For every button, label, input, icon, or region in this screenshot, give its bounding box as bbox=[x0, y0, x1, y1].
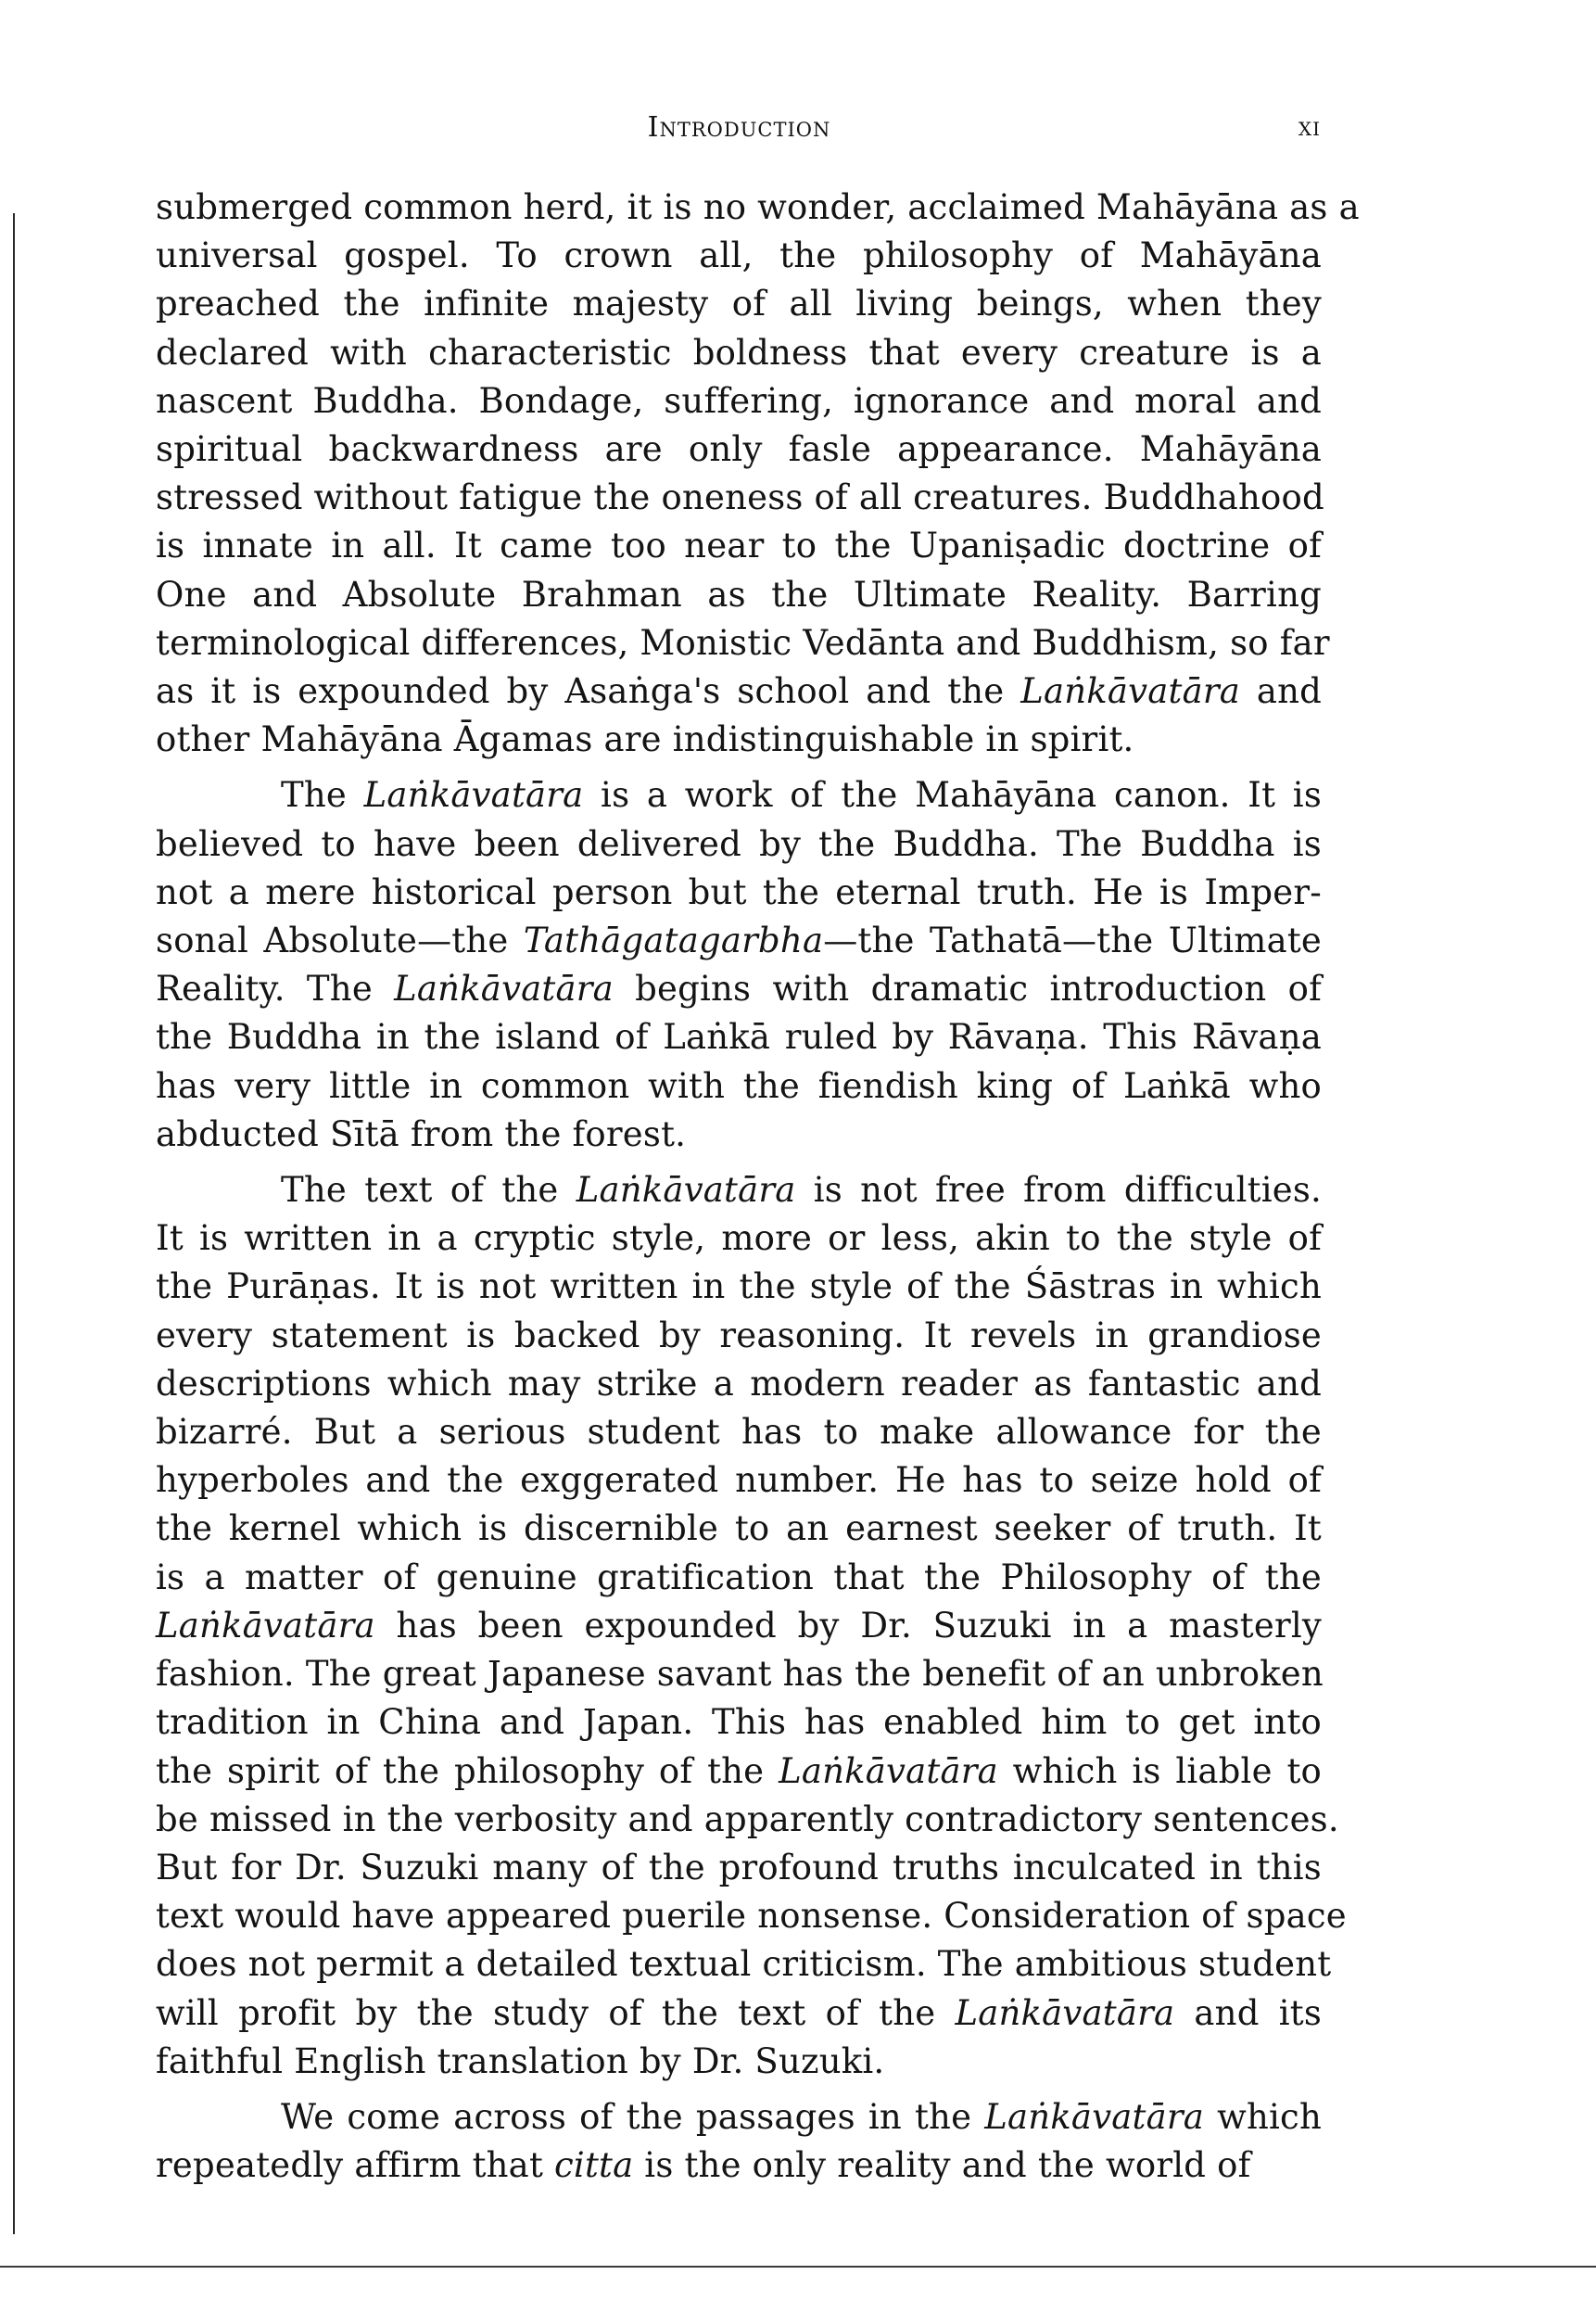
body-text bbox=[156, 184, 1360, 2197]
text-segment: which is liable to bbox=[997, 1750, 1322, 1791]
running-title: Introduction bbox=[647, 111, 831, 144]
text-segment: The bbox=[281, 775, 364, 816]
text-line bbox=[156, 2141, 1322, 2190]
text-segment: has been expounded by Dr. Suzuki in a masterly bbox=[374, 1605, 1322, 1646]
text-line: does not permit a detailed textual criticism. The ambitious student bbox=[156, 1944, 1332, 1985]
text-line: the Buddha in the island of Laṅkā ruled by Rāvaṇa. This Rāvaṇa bbox=[156, 1017, 1322, 1058]
italic-term: Tathāgatagarbha bbox=[523, 921, 824, 961]
text-segment: as it is expounded by Asaṅga's school and the bbox=[156, 671, 1021, 712]
text-line: declared with characteristic boldness that every creature is a bbox=[156, 332, 1322, 373]
text-line bbox=[156, 1747, 1322, 1796]
italic-term: Laṅkāvatāra bbox=[394, 969, 614, 1010]
text-line bbox=[156, 917, 1322, 965]
text-line bbox=[156, 667, 1322, 716]
text-line: is innate in all. It came too near to the Upaniṣadic doctrine of bbox=[156, 526, 1322, 566]
text-line: has very little in common with the fiendish king of Laṅkā who bbox=[156, 1065, 1322, 1106]
text-line: descriptions which may strike a modern reader as fantastic and bbox=[156, 1363, 1322, 1404]
paragraph bbox=[156, 771, 1322, 1159]
text-segment: repeatedly affirm that bbox=[156, 2145, 554, 2186]
text-line: hyperboles and the exggerated number. He has to seize hold of bbox=[156, 1460, 1322, 1501]
text-line: universal gospel. To crown all, the philosophy of Mahāyāna bbox=[156, 235, 1322, 276]
italic-term: Laṅkāvatāra bbox=[779, 1750, 998, 1791]
text-line: every statement is backed by reasoning. It revels in grandiose bbox=[156, 1315, 1322, 1355]
page-number: xi bbox=[1298, 111, 1321, 142]
text-line: tradition in China and Japan. This has enabled him to get into bbox=[156, 1702, 1322, 1743]
italic-term: Laṅkāvatāra bbox=[1020, 671, 1240, 712]
text-line bbox=[156, 1989, 1322, 2038]
text-segment: —the Tathatā—the Ultimate bbox=[823, 921, 1322, 961]
text-segment: Reality. The bbox=[156, 969, 395, 1010]
text-line: spiritual backwardness are only fasle appearance. Mahāyāna bbox=[156, 429, 1322, 470]
text-segment: and bbox=[1240, 671, 1322, 712]
italic-term: Laṅkāvatāra bbox=[363, 775, 584, 816]
text-segment: is not free from difficulties. bbox=[795, 1170, 1322, 1211]
text-line: stressed without fatigue the oneness of all creatures. Buddhahood bbox=[156, 477, 1324, 518]
text-line bbox=[156, 771, 1322, 820]
text-segment: is the only reality and the world of bbox=[633, 2145, 1251, 2186]
paragraph bbox=[156, 1166, 1347, 2086]
italic-term: citta bbox=[553, 2145, 634, 2186]
text-line: It is written in a cryptic style, more or less, akin to the style of bbox=[156, 1218, 1322, 1259]
text-segment: the spirit of the philosophy of the bbox=[156, 1750, 779, 1791]
text-line: the kernel which is discernible to an earnest seeker of truth. It bbox=[156, 1508, 1322, 1549]
text-line: submerged common herd, it is no wonder, acclaimed Mahāyāna as a bbox=[156, 187, 1360, 227]
text-line: text would have appeared puerile nonsense. Consideration of space bbox=[156, 1896, 1347, 1937]
paragraph bbox=[156, 2093, 1322, 2190]
text-segment: The text of the bbox=[281, 1170, 576, 1211]
text-line bbox=[156, 2093, 1322, 2141]
scan-margin-line bbox=[13, 213, 15, 2234]
text-segment: and its bbox=[1174, 1992, 1323, 2033]
text-line: abducted Sītā from the forest. bbox=[156, 1113, 687, 1154]
text-line: not a mere historical person but the eternal truth. He is Imper- bbox=[156, 871, 1322, 912]
text-segment: begins with dramatic introduction of bbox=[613, 969, 1322, 1010]
text-line: terminological differences, Monistic Vedānta and Buddhism, so far bbox=[156, 622, 1330, 663]
text-line: bizarré. But a serious student has to make allowance for the bbox=[156, 1412, 1322, 1453]
text-line: the Purāṇas. It is not written in the style of the Śāstras in which bbox=[156, 1266, 1322, 1307]
text-line: other Mahāyāna Āgamas are indistinguishable in spirit. bbox=[156, 719, 1134, 760]
text-segment: is a work of the Mahāyāna canon. It is bbox=[583, 775, 1323, 816]
text-segment: sonal Absolute—the bbox=[156, 921, 524, 961]
bottom-rule bbox=[0, 2266, 1596, 2268]
text-segment: We come across of the passages in the bbox=[281, 2096, 985, 2137]
text-line bbox=[156, 1166, 1322, 1214]
text-line: One and Absolute Brahman as the Ultimate Reality. Barring bbox=[156, 574, 1322, 615]
text-line: be missed in the verbosity and apparently contradictory sentences. bbox=[156, 1798, 1339, 1839]
text-line: faithful English translation by Dr. Suzuki. bbox=[156, 2040, 885, 2081]
text-line: is a matter of genuine gratification that the Philosophy of the bbox=[156, 1557, 1322, 1597]
italic-term: Laṅkāvatāra bbox=[576, 1170, 796, 1211]
text-line: But for Dr. Suzuki many of the profound truths inculcated in this bbox=[156, 1847, 1322, 1887]
running-head bbox=[158, 111, 1321, 148]
italic-term: Laṅkāvatāra bbox=[156, 1605, 375, 1646]
text-line: fashion. The great Japanese savant has the benefit of an unbroken bbox=[156, 1654, 1324, 1695]
text-line bbox=[156, 965, 1322, 1013]
text-segment: which bbox=[1204, 2096, 1322, 2137]
text-line: preached the infinite majesty of all living beings, when they bbox=[156, 284, 1322, 324]
text-line bbox=[156, 1602, 1322, 1650]
paragraph bbox=[156, 184, 1360, 764]
text-segment: will profit by the study of the text of the bbox=[156, 1992, 956, 2033]
italic-term: Laṅkāvatāra bbox=[984, 2096, 1205, 2137]
text-line: believed to have been delivered by the Buddha. The Buddha is bbox=[156, 823, 1322, 864]
text-line: nascent Buddha. Bondage, suffering, ignorance and moral and bbox=[156, 380, 1322, 421]
italic-term: Laṅkāvatāra bbox=[955, 1992, 1175, 2033]
